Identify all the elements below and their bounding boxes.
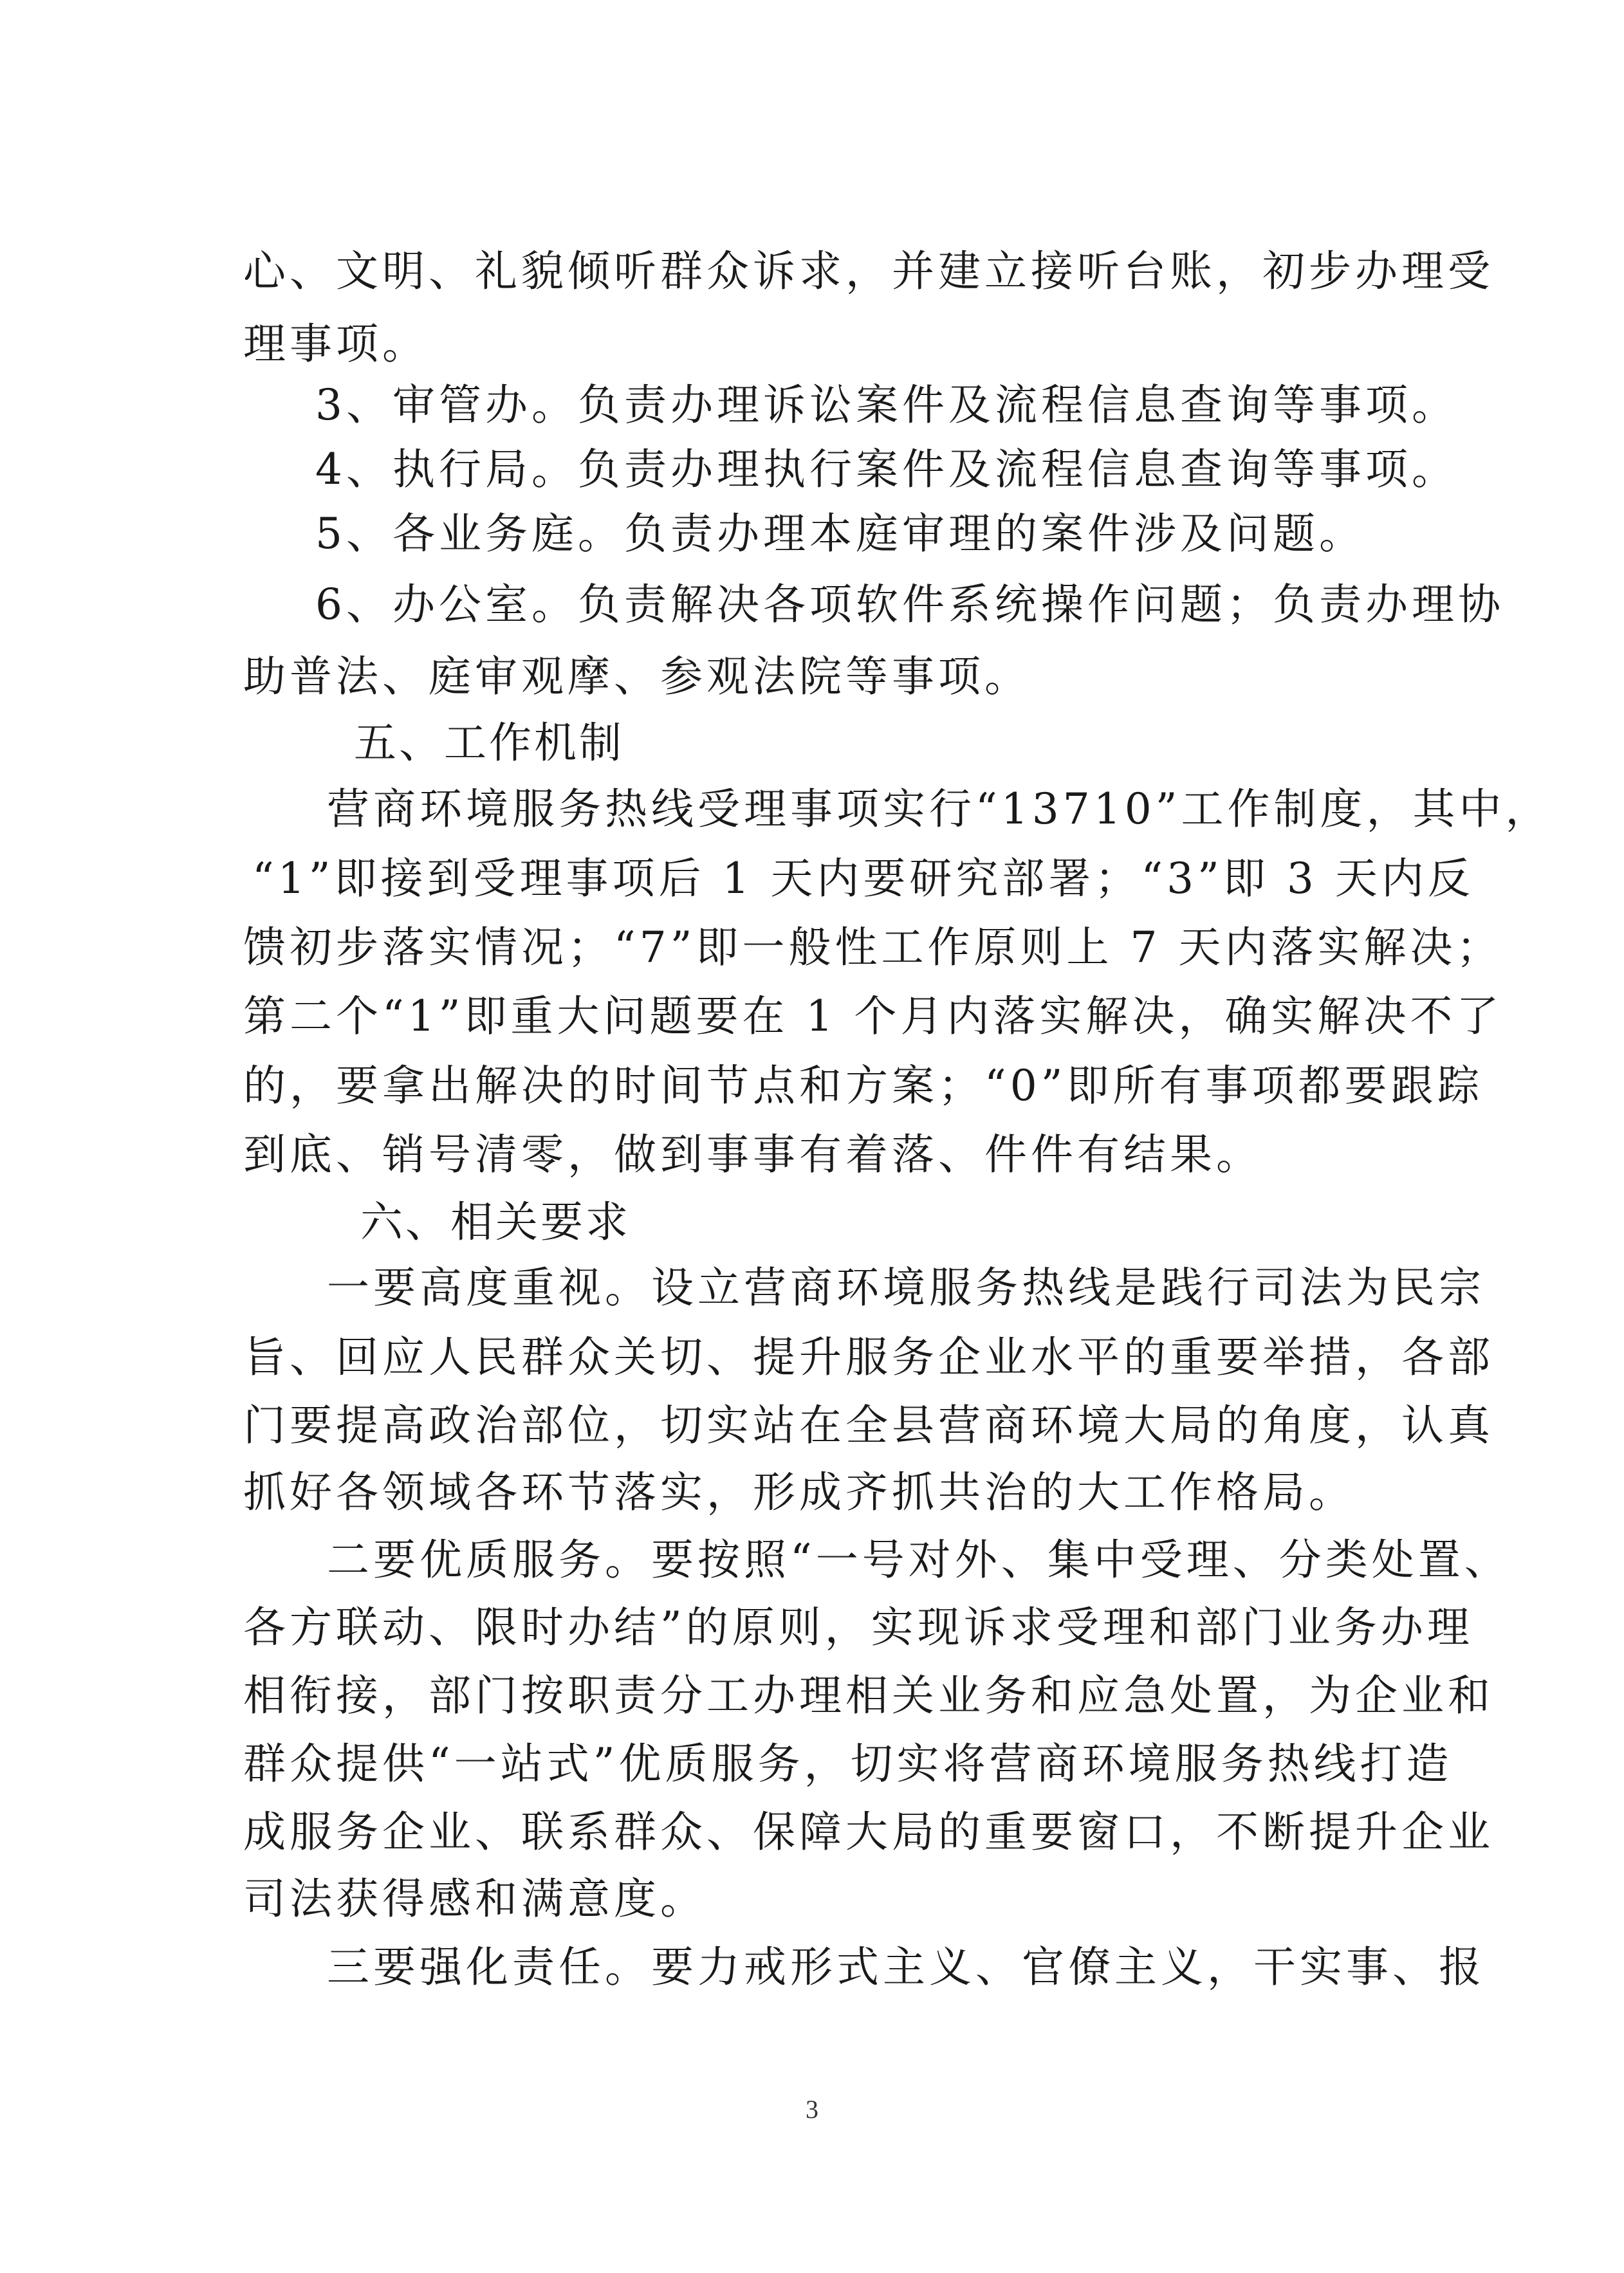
paragraph-line: 司法获得感和满意度。 <box>243 1874 706 1924</box>
paragraph-line: 第二个“1”即重大问题要在 1 个月内落实解决，确实解决不了 <box>243 991 1503 1041</box>
body-text-line: 助普法、庭审观摩、参观法院等事项。 <box>243 652 1031 701</box>
paragraph-line: 一要高度重视。设立营商环境服务热线是践行司法为民宗 <box>327 1263 1485 1312</box>
paragraph-line: 的，要拿出解决的时间节点和方案；“0”即所有事项都要跟踪 <box>243 1061 1484 1110</box>
page-number: 3 <box>806 2095 818 2124</box>
list-item-6: 6、办公室。负责解决各项软件系统操作问题；负责办理协 <box>315 580 1504 629</box>
paragraph-line: 营商环境服务热线受理事项实行“13710”工作制度，其中， <box>327 784 1552 834</box>
paragraph-line: 相衔接，部门按职责分工办理相关业务和应急处置，为企业和 <box>243 1671 1494 1720</box>
paragraph-line: “1”即接到受理事项后 1 天内要研究部署；“3”即 3 天内反 <box>252 854 1474 903</box>
paragraph-line: 旨、回应人民群众关切、提升服务企业水平的重要举措，各部 <box>243 1332 1494 1382</box>
paragraph-line: 到底、销号清零，做到事事有着落、件件有结果。 <box>243 1130 1262 1179</box>
list-item-4: 4、执行局。负责办理执行案件及流程信息查询等事项。 <box>315 445 1458 494</box>
body-text-line: 理事项。 <box>243 319 429 369</box>
section-heading-six: 六、相关要求 <box>360 1197 631 1247</box>
paragraph-line: 三要强化责任。要力戒形式主义、官僚主义，干实事、报 <box>327 1942 1485 1992</box>
paragraph-line: 抓好各领域各环节落实，形成齐抓共治的大工作格局。 <box>243 1468 1355 1517</box>
paragraph-line: 馈初步落实情况；“7”即一般性工作原则上 7 天内落实解决； <box>243 923 1503 972</box>
list-item-3: 3、审管办。负责办理诉讼案件及流程信息查询等事项。 <box>315 380 1458 430</box>
section-heading-five: 五、工作机制 <box>354 718 624 768</box>
paragraph-line: 门要提高政治部位，切实站在全县营商环境大局的角度，认真 <box>243 1401 1494 1450</box>
list-item-5: 5、各业务庭。负责办理本庭审理的案件涉及问题。 <box>315 509 1365 558</box>
paragraph-line: 群众提供“一站式”优质服务，切实将营商环境服务热线打造 <box>243 1739 1453 1789</box>
paragraph-line: 各方联动、限时办结”的原则，实现诉求受理和部门业务办理 <box>243 1603 1473 1652</box>
body-text-line: 心、文明、礼貌倾听群众诉求，并建立接听台账，初步办理受 <box>243 246 1494 296</box>
paragraph-line: 二要优质服务。要按照“一号对外、集中受理、分类处置、 <box>327 1535 1511 1585</box>
paragraph-line: 成服务企业、联系群众、保障大局的重要窗口，不断提升企业 <box>243 1807 1494 1857</box>
